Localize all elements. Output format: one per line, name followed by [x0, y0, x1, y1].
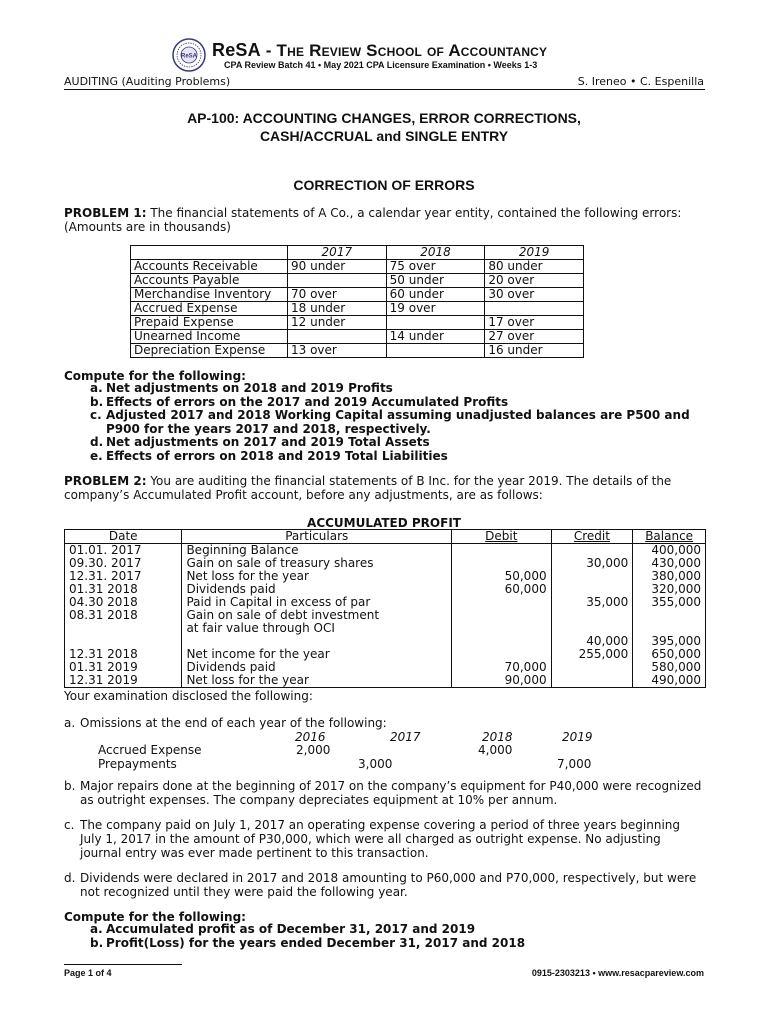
brand-name: ReSA: [212, 40, 261, 60]
table-cell: 14 under: [386, 330, 485, 344]
ledger-header-date: Date: [65, 530, 182, 544]
table-row: [131, 344, 584, 358]
table-cell: 50 under: [386, 274, 485, 288]
table-cell: Gain on sale of treasury shares: [182, 557, 452, 570]
finding-b: [64, 779, 705, 807]
omissions-value: 2,000: [296, 743, 331, 757]
table-cell: [452, 622, 552, 635]
omissions-value: 4,000: [478, 743, 513, 757]
page-number: Page 1 of 4: [64, 968, 112, 978]
table-cell: 12.31 2018: [65, 648, 182, 661]
table-cell: Dividends paid: [182, 661, 452, 674]
table-cell: 255,000: [551, 648, 633, 661]
finding-d-text: Dividends were declared in 2017 and 2018 amounting to P60,000 and P70,000, respectively, but were not recognized until they were paid the following year.: [80, 871, 697, 899]
table-cell: 35,000: [551, 596, 633, 609]
review-subtitle: CPA Review Batch 41 • May 2021 CPA Licensure Examination • Weeks 1-3: [224, 60, 538, 70]
list-marker: d.: [90, 435, 104, 449]
ledger-header-credit: Credit: [551, 530, 633, 544]
table-cell: [551, 544, 633, 558]
list-item: [90, 436, 705, 450]
finding-b-marker: b.: [64, 779, 76, 793]
table-cell: [551, 674, 633, 688]
logo-text: ReSA: [180, 53, 198, 60]
table-row: [65, 570, 706, 583]
list-text: Effects of errors on 2018 and 2019 Total Liabilities: [106, 448, 448, 463]
table-row: [65, 648, 706, 661]
table-cell: Depreciation Expense: [131, 344, 288, 358]
problem2-label: PROBLEM 2:: [64, 474, 147, 488]
finding-a: [64, 716, 705, 730]
table-cell: 30,000: [551, 557, 633, 570]
table-cell: Net loss for the year: [182, 674, 452, 688]
header-divider: [64, 89, 705, 90]
table-cell: [386, 344, 485, 358]
table-cell: [452, 544, 552, 558]
table-cell: Accounts Receivable: [131, 260, 288, 274]
errors-table-header: [131, 246, 584, 260]
table-cell: [65, 622, 182, 635]
problem2-intro: [64, 474, 705, 502]
table-cell: 12.31 2019: [65, 674, 182, 688]
omissions-value: 7,000: [557, 757, 592, 771]
table-row: [131, 330, 584, 344]
table-cell: 70,000: [452, 661, 552, 674]
table-cell: [551, 609, 633, 622]
omissions-year-2016: 2016: [295, 730, 326, 744]
table-cell: 18 under: [288, 302, 387, 316]
table-cell: [452, 609, 552, 622]
table-cell: 01.31 2018: [65, 583, 182, 596]
table-cell: 09.30. 2017: [65, 557, 182, 570]
errors-header-blank: [131, 246, 288, 260]
table-cell: 19 over: [386, 302, 485, 316]
omissions-year-2018: 2018: [482, 730, 513, 744]
table-cell: Net income for the year: [182, 648, 452, 661]
school-title: [212, 40, 547, 61]
finding-a-marker: a.: [64, 716, 76, 730]
table-cell: 01.31 2019: [65, 661, 182, 674]
problem1-text: The financial statements of A Co., a calendar year entity, contained the following errors: (Amounts are in thousands): [64, 206, 682, 234]
table-cell: 27 over: [485, 330, 584, 344]
table-row: [131, 302, 584, 316]
table-row: [65, 557, 706, 570]
list-marker: c.: [90, 408, 102, 422]
list-item: [90, 382, 705, 396]
section-heading: CORRECTION OF ERRORS: [293, 177, 475, 193]
errors-header-2017: 2017: [288, 246, 387, 260]
contact-info: 0915-2303213 • www.resacpareview.com: [531, 968, 704, 978]
problem1-intro: [64, 206, 705, 234]
table-cell: 12 under: [288, 316, 387, 330]
list-item: [90, 937, 705, 951]
resa-logo: [172, 38, 206, 72]
finding-d-marker: d.: [64, 871, 76, 885]
school-name: - The Review School of Accountancy: [260, 41, 548, 60]
table-cell: 320,000: [633, 583, 706, 596]
errors-header-2019: 2019: [485, 246, 584, 260]
table-cell: 01.01. 2017: [65, 544, 182, 558]
table-cell: 50,000: [452, 570, 552, 583]
table-cell: at fair value through OCI: [182, 622, 452, 635]
table-cell: 400,000: [633, 544, 706, 558]
problem2-requirements: [90, 923, 705, 950]
table-cell: 20 over: [485, 274, 584, 288]
table-cell: Unearned Income: [131, 330, 288, 344]
authors-label: S. Ireneo • C. Espenilla: [577, 75, 704, 88]
list-marker: e.: [90, 448, 103, 463]
table-cell: [386, 316, 485, 330]
table-cell: 40,000: [551, 635, 633, 648]
table-cell: 70 over: [288, 288, 387, 302]
finding-b-text: Major repairs done at the beginning of 2017 on the company’s equipment for P40,000 were recognized as outright expenses. The company depreciates equipment at 10% per annum.: [80, 779, 702, 807]
table-row: [65, 661, 706, 674]
list-item: [90, 450, 705, 464]
errors-table: [130, 245, 584, 358]
table-cell: 17 over: [485, 316, 584, 330]
table-cell: 08.31 2018: [65, 609, 182, 622]
table-cell: [485, 302, 584, 316]
table-cell: [452, 635, 552, 648]
table-cell: 04.30 2018: [65, 596, 182, 609]
table-cell: [551, 570, 633, 583]
subject-label: AUDITING (Auditing Problems): [64, 75, 231, 88]
list-item: [90, 409, 705, 436]
table-cell: 80 under: [485, 260, 584, 274]
problem2-compute-label: Compute for the following:: [64, 910, 246, 924]
table-cell: 60 under: [386, 288, 485, 302]
table-row: [131, 316, 584, 330]
finding-c-text: The company paid on July 1, 2017 an operating expense covering a period of three years beginning July 1, 2017 in the amount of P30,000, which were all charged as outright expense. No adjusting journal entry was ever made pertinent to this transaction.: [80, 818, 681, 860]
table-row: [131, 260, 584, 274]
finding-a-text: Omissions at the end of each year of the following:: [80, 716, 387, 730]
table-cell: 30 over: [485, 288, 584, 302]
list-text: Net adjustments on 2017 and 2019 Total Assets: [106, 435, 430, 449]
table-cell: 60,000: [452, 583, 552, 596]
table-cell: 430,000: [633, 557, 706, 570]
list-marker: a.: [90, 922, 103, 936]
finding-c-marker: c.: [64, 818, 75, 832]
omissions-value: 3,000: [358, 757, 393, 771]
table-cell: 490,000: [633, 674, 706, 688]
table-cell: 16 under: [485, 344, 584, 358]
table-cell: Merchandise Inventory: [131, 288, 288, 302]
ledger-header: [65, 530, 706, 544]
footer-divider: [64, 964, 182, 965]
omissions-label-accrued: Accrued Expense: [98, 743, 202, 757]
ledger-header-debit: Debit: [452, 530, 552, 544]
document-title-line1: AP-100: ACCOUNTING CHANGES, ERROR CORRECTIONS,: [187, 110, 581, 126]
list-item: [90, 923, 705, 937]
table-cell: Accrued Expense: [131, 302, 288, 316]
list-text: Adjusted 2017 and 2018 Working Capital assuming unadjusted balances are P500 and P900 for the years 2017 and 2018, respectively.: [106, 408, 690, 436]
table-cell: [288, 330, 387, 344]
list-item: [90, 396, 705, 410]
omissions-label-prepayments: Prepayments: [98, 757, 177, 771]
problem2-text: You are auditing the financial statements of B Inc. for the year 2019. The details of the company’s Accumulated Profit account, before any adjustments, are as follows:: [64, 474, 672, 502]
table-cell: Accounts Payable: [131, 274, 288, 288]
problem1-compute-label: Compute for the following:: [64, 369, 246, 383]
problem1-requirements: [90, 382, 705, 463]
list-marker: b.: [90, 935, 104, 950]
table-cell: 395,000: [633, 635, 706, 648]
list-text: Effects of errors on the 2017 and 2019 Accumulated Profits: [106, 394, 509, 409]
table-cell: 90,000: [452, 674, 552, 688]
table-row: [131, 288, 584, 302]
table-cell: Net loss for the year: [182, 570, 452, 583]
table-cell: [551, 661, 633, 674]
table-cell: [288, 274, 387, 288]
omissions-year-2017: 2017: [390, 730, 421, 744]
ledger-caption: ACCUMULATED PROFIT: [307, 516, 461, 530]
finding-c: [64, 818, 705, 860]
table-cell: 12.31. 2017: [65, 570, 182, 583]
problem1-label: PROBLEM 1:: [64, 206, 147, 220]
omissions-year-2019: 2019: [562, 730, 593, 744]
list-marker: a.: [90, 381, 103, 395]
list-text: Profit(Loss) for the years ended December 31, 2017 and 2018: [106, 935, 526, 950]
table-cell: Paid in Capital in excess of par: [182, 596, 452, 609]
table-cell: Prepaid Expense: [131, 316, 288, 330]
table-row: [65, 596, 706, 609]
table-row: [131, 274, 584, 288]
errors-header-2018: 2018: [386, 246, 485, 260]
ledger-header-particulars: Particulars: [182, 530, 452, 544]
table-cell: 380,000: [633, 570, 706, 583]
table-cell: 650,000: [633, 648, 706, 661]
table-cell: [452, 596, 552, 609]
table-cell: 580,000: [633, 661, 706, 674]
examination-intro: Your examination disclosed the following:: [64, 689, 313, 703]
table-cell: Beginning Balance: [182, 544, 452, 558]
table-cell: 75 over: [386, 260, 485, 274]
document-title-line2: CASH/ACCRUAL and SINGLE ENTRY: [259, 128, 509, 144]
table-row: [65, 609, 706, 622]
finding-d: [64, 871, 705, 899]
table-row: [65, 674, 706, 688]
table-cell: 13 over: [288, 344, 387, 358]
accumulated-profit-table: [64, 529, 706, 688]
list-marker: b.: [90, 394, 104, 409]
list-text: Net adjustments on 2018 and 2019 Profits: [106, 381, 393, 395]
table-cell: 90 under: [288, 260, 387, 274]
table-cell: 355,000: [633, 596, 706, 609]
table-cell: Gain on sale of debt investment: [182, 609, 452, 622]
table-cell: Dividends paid: [182, 583, 452, 596]
list-text: Accumulated profit as of December 31, 2017 and 2019: [106, 922, 476, 936]
ledger-header-balance: Balance: [633, 530, 706, 544]
table-row: [65, 544, 706, 558]
table-cell: [633, 609, 706, 622]
